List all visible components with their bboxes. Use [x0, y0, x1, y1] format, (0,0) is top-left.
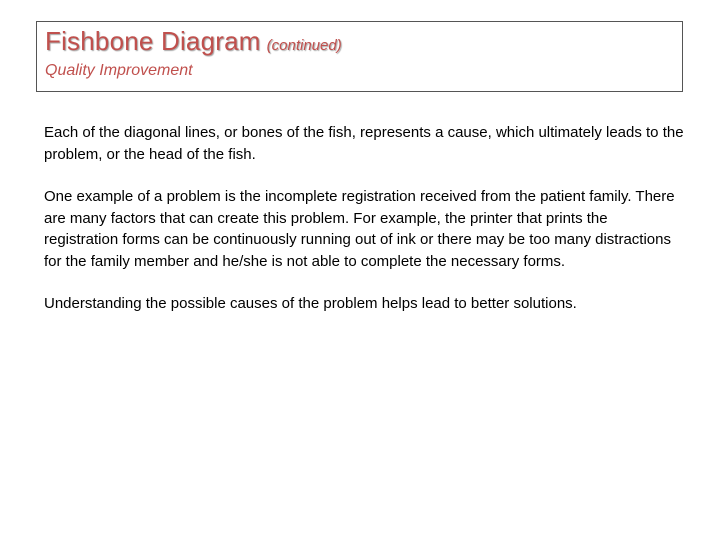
paragraph-cause-explanation: Each of the diagonal lines, or bones of the fish, represents a cause, which ultimately leads to the problem, or the head of the fish.	[44, 124, 684, 163]
page-title: Fishbone Diagram	[45, 26, 261, 56]
page-subtitle: Quality Improvement	[45, 62, 193, 79]
paragraph-conclusion: Understanding the possible causes of the problem helps lead to better solutions.	[44, 295, 577, 312]
title-suffix: (continued)	[266, 37, 342, 54]
paragraph-registration-example: One example of a problem is the incomplete registration received from the patient family. There are many factors that can create this problem. For example, the printer that prints the registration forms can be continuously running out of ink or there may be too many distractions for the family member and he/she is not able to complete the necessary forms.	[44, 188, 675, 270]
title-line	[45, 26, 342, 57]
title-box	[36, 21, 683, 92]
body-content	[44, 122, 684, 336]
